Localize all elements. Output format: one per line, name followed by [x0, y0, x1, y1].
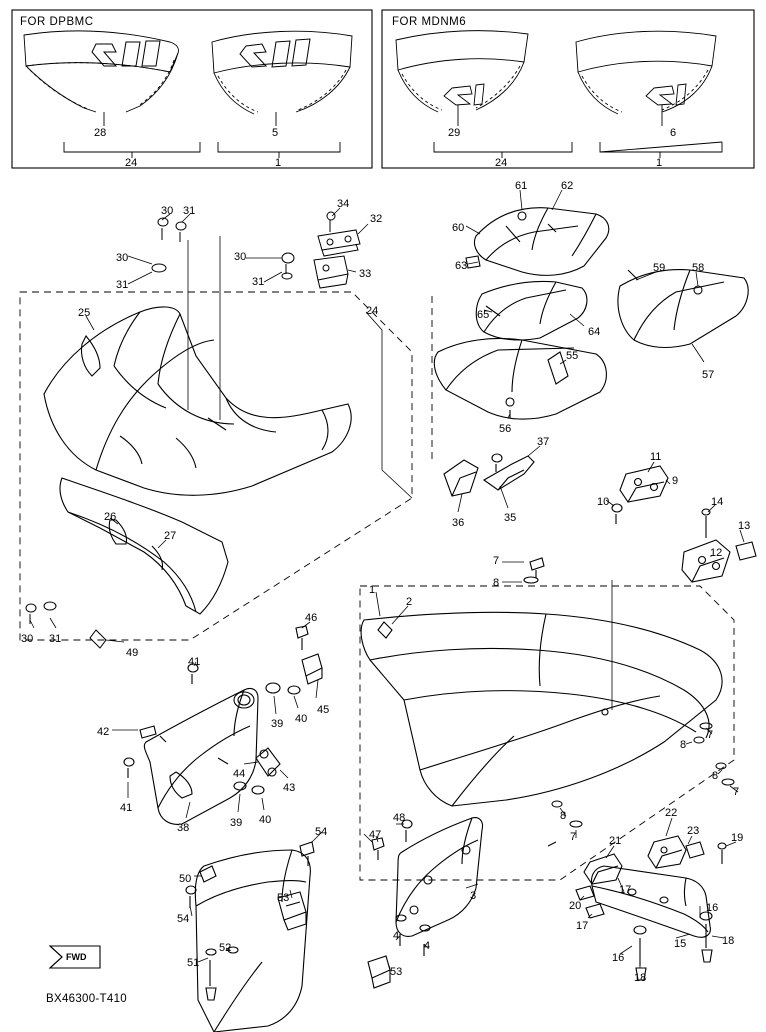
callout-20: 20: [569, 900, 582, 912]
callout-40-b: 40: [259, 814, 272, 826]
callout-51: 51: [187, 957, 200, 969]
callout-54-b: 54: [177, 913, 190, 925]
callout-7-b: 7: [707, 729, 714, 741]
callout-38: 38: [177, 822, 190, 834]
callout-17-b: 17: [576, 920, 589, 932]
callout-2: 2: [406, 596, 413, 608]
callout-8-a: 8: [493, 577, 500, 589]
callout-63: 63: [455, 260, 468, 272]
inset-group-1-right: 1: [656, 157, 663, 169]
callout-40-a: 40: [295, 713, 308, 725]
callout-8-d: 8: [560, 810, 567, 822]
callout-26: 26: [104, 511, 117, 523]
callout-41-a: 41: [188, 656, 201, 668]
drawing-part-number: BX46300-T410: [46, 993, 127, 1005]
callout-12: 12: [710, 547, 723, 559]
callout-62: 62: [561, 180, 574, 192]
callout-4-b: 4: [424, 940, 431, 952]
callout-42: 42: [97, 726, 110, 738]
callout-17-a: 17: [619, 884, 632, 896]
callout-59: 59: [653, 262, 666, 274]
callout-24: 24: [366, 305, 379, 317]
inset-group-24-right: 24: [495, 157, 508, 169]
callout-60: 60: [452, 222, 465, 234]
callout-16-a: 16: [706, 902, 719, 914]
callout-30-d: 30: [21, 633, 34, 645]
callout-30-b: 30: [116, 252, 129, 264]
callout-1: 1: [369, 584, 376, 596]
inset-box-title-1: FOR DPBMC: [20, 16, 94, 28]
callout-8-b: 8: [680, 739, 687, 751]
callout-31-d: 31: [49, 633, 62, 645]
callout-32: 32: [370, 213, 383, 225]
callout-15: 15: [674, 938, 687, 950]
callout-11: 11: [650, 451, 662, 463]
callout-37: 37: [537, 436, 550, 448]
callout-58: 58: [692, 262, 705, 274]
callout-7-a: 7: [493, 555, 500, 567]
callout-21: 21: [609, 835, 622, 847]
inset-leader-28: 28: [94, 127, 107, 139]
inset-group-24-left: 24: [125, 157, 138, 169]
callout-31-a: 31: [183, 205, 196, 217]
callout-49: 49: [126, 647, 139, 659]
inset-box-title-2: FOR MDNM6: [392, 16, 467, 28]
callout-54-a: 54: [315, 826, 328, 838]
callout-27: 27: [164, 530, 177, 542]
callout-53-a: 53: [277, 892, 290, 904]
callout-35: 35: [504, 512, 517, 524]
inset-group-1-left: 1: [275, 157, 282, 169]
callout-31-c: 31: [252, 276, 265, 288]
callout-44: 44: [233, 768, 246, 780]
callout-10: 10: [597, 496, 610, 508]
callout-19: 19: [731, 832, 744, 844]
callout-39-b: 39: [230, 817, 243, 829]
callout-3: 3: [470, 890, 477, 902]
callout-65: 65: [477, 309, 490, 321]
callout-33: 33: [359, 268, 372, 280]
inset-leader-29: 29: [448, 127, 461, 139]
callout-31-b: 31: [116, 279, 129, 291]
callout-23: 23: [687, 825, 700, 837]
callout-48: 48: [393, 812, 406, 824]
callout-25: 25: [78, 307, 91, 319]
callout-61: 61: [515, 180, 528, 192]
callout-30-a: 30: [161, 205, 174, 217]
callout-56: 56: [499, 423, 512, 435]
callout-8-c: 8: [712, 770, 719, 782]
callout-52: 52: [219, 942, 232, 954]
callout-18-b: 18: [634, 972, 647, 984]
callout-57: 57: [702, 369, 715, 381]
inset-leader-6: 6: [670, 127, 677, 139]
callout-53-b: 53: [390, 966, 403, 978]
callout-64: 64: [588, 326, 601, 338]
callout-41-b: 41: [120, 802, 133, 814]
callout-9: 9: [672, 475, 679, 487]
inset-leader-5: 5: [272, 127, 279, 139]
callout-4-a: 4: [393, 930, 400, 942]
callout-50: 50: [179, 873, 192, 885]
callout-13: 13: [738, 520, 751, 532]
callout-14: 14: [711, 496, 724, 508]
callout-7-c: 7: [733, 786, 740, 798]
callout-47: 47: [369, 829, 382, 841]
fwd-arrow-label: FWD: [66, 952, 87, 962]
callout-16-b: 16: [612, 952, 625, 964]
callout-18-a: 18: [722, 935, 735, 947]
callout-55: 55: [566, 350, 579, 362]
callout-45: 45: [317, 704, 330, 716]
callout-30-c: 30: [234, 251, 247, 263]
callout-34: 34: [337, 198, 350, 210]
callout-7-d: 7: [570, 831, 577, 843]
callout-46: 46: [305, 612, 318, 624]
callout-36: 36: [452, 517, 465, 529]
callout-43: 43: [283, 782, 296, 794]
callout-22: 22: [665, 807, 678, 819]
callout-39-a: 39: [271, 718, 284, 730]
